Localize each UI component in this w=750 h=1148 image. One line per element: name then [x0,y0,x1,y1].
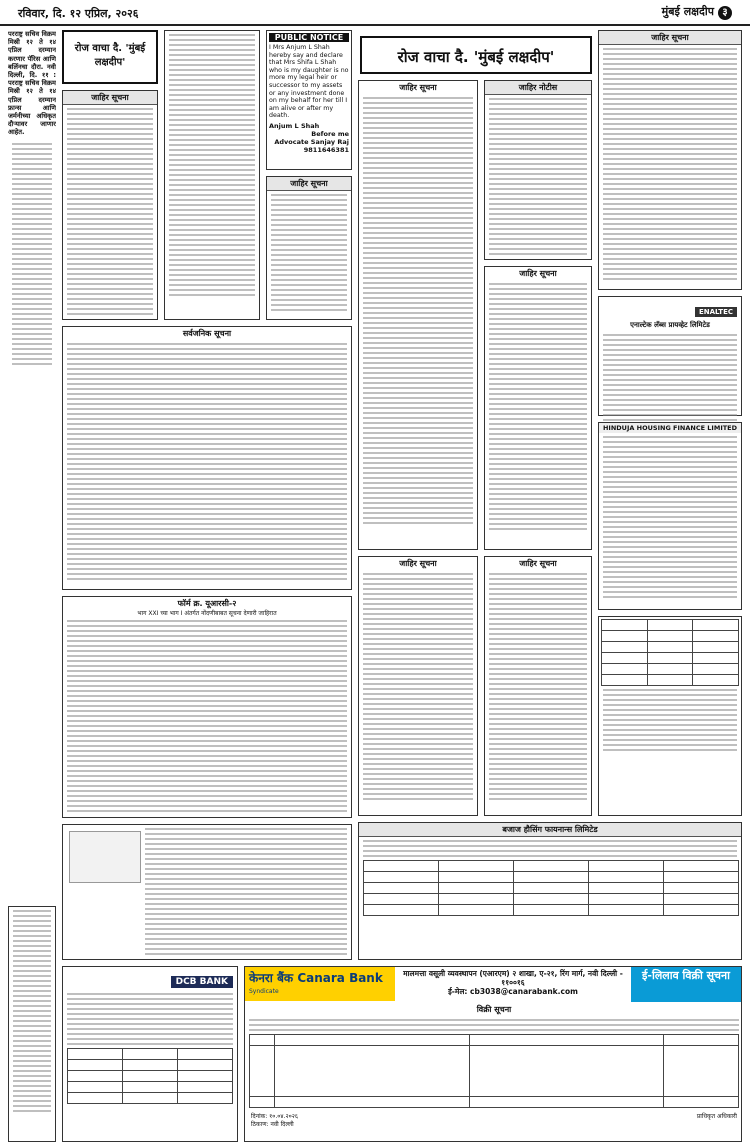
canara-office: मालमत्ता वसूली व्यवस्थापन (एआरएम) २ शाखा, ए-२१, रिंग मार्ग, नवी दिल्ली - ११००१६ ई-मेल: cb3038@canarabank.com [403,969,623,996]
public-notice-before: Before me [311,129,349,138]
hinduja-table-box [598,616,742,816]
public-notice [266,30,352,170]
promo-box-2: रोज वाचा दै. 'मुंबई लक्षदीप' [360,36,592,74]
left-news-column [8,30,56,900]
notice-box-2 [164,30,260,320]
notice-title: जाहिर सूचना [267,177,351,191]
form-subtitle: भाग XXI च्या भाग I अंतर्गत नोंदणीबाबत सूचना देणारी जाहिरात [137,610,277,617]
notice-box-5 [484,80,592,260]
footer-place: ठिकाण: नवी दिल्ली [251,1121,294,1128]
notice-title: जाहिर सूचना [519,559,557,568]
notice-box-3 [266,176,352,320]
notice-box-4 [358,80,478,550]
public-notice-marathi [62,326,352,590]
paper-name: मुंबई लक्षदीप ३ [662,4,732,20]
notice-title: जाहिर सूचना [63,91,157,105]
notice-box-right-1 [598,30,742,290]
dcb-ad [62,966,238,1142]
footer-sign: प्राधिकृत अधिकारी [696,1113,737,1120]
canara-logo: केनरा बैंक Canara Bank [249,971,383,985]
public-notice-signature: Anjum L Shah [269,121,320,130]
footer-date: दिनांक: १०.०४.२०२६ [251,1113,298,1120]
enaltec-ad [598,296,742,416]
hinduja-table [601,619,739,686]
dcb-logo: DCB BANK [171,976,233,988]
public-notice-body: I Mrs Anjum L Shah hereby say and declare that Mrs Shifa L Shah who is my daughter is no more my legal heir or successor to my assets or any investment done on my behalf for her till I am alive or after my death. [269,44,349,120]
notice-title: जाहिर नोटीस [485,81,591,95]
canara-logo-block [245,967,395,1001]
page-header [0,0,750,26]
emblem-image [69,831,141,883]
bajaj-title: बजाज हौसिंग फायनान्स लिमिटेड [359,823,741,837]
public-notice-title: PUBLIC NOTICE [269,33,349,42]
notice-box-7 [358,556,478,816]
form-title: फॉर्म क्र. यूआरसी-२ [177,599,237,608]
sale-notice-title: विक्री सूचना [476,1005,512,1014]
bajaj-ad [358,822,742,960]
canara-table [249,1034,739,1108]
notice-box-9 [62,824,352,960]
dcb-table [67,1048,233,1104]
enaltec-company: एनाल्टेक लॅब्स प्रायव्हेट लिमिटेड [630,321,710,329]
promo-box-1: रोज वाचा दै. 'मुंबई लक्षदीप' [62,30,158,84]
public-notice-advocate: Advocate Sanjay Raj [274,137,349,146]
notice-title: जाहिर सूचना [599,31,741,45]
news-text: परराष्ट्र सचिव विक्रम मिस्री १२ ते १४ एप्रिल दरम्यान करणार पॅरिस आणि बर्लिनचा दौरा. नवी दिल्ली, दि. ११ : परराष्ट्र सचिव विक्रम मिस्री १२ ते १४ एप्रिल दरम्यान फ्रान्स आणि जर्मनीच्या अधिकृत दौऱ्यावर जाणार आहेत. [8,30,56,137]
notice-title: जाहिर सूचना [519,269,557,278]
notice-box-6 [484,266,592,550]
bajaj-table [363,860,739,916]
form-urc-notice [62,596,352,818]
enaltec-logo: ENALTEC [695,307,737,317]
notice-box-left-bottom [8,906,56,1142]
hinduja-ad [598,422,742,610]
canara-tag: Syndicate [249,988,279,995]
notice-box-8 [484,556,592,816]
notice-title: जाहिर सूचना [399,83,437,92]
public-notice-phone: 9811646381 [303,145,349,154]
e-auction-banner: ई-लिलाव विक्री सूचना [631,967,741,1002]
notice-title: सर्वजनिक सूचना [182,329,232,338]
notice-box-1 [62,90,158,320]
date-line: रविवार, दि. १२ एप्रिल, २०२६ [18,7,139,20]
hinduja-title: HINDUJA HOUSING FINANCE LIMITED [599,423,741,433]
page-number: ३ [718,6,732,20]
notice-title: जाहिर सूचना [399,559,437,568]
canara-ad [244,966,742,1142]
